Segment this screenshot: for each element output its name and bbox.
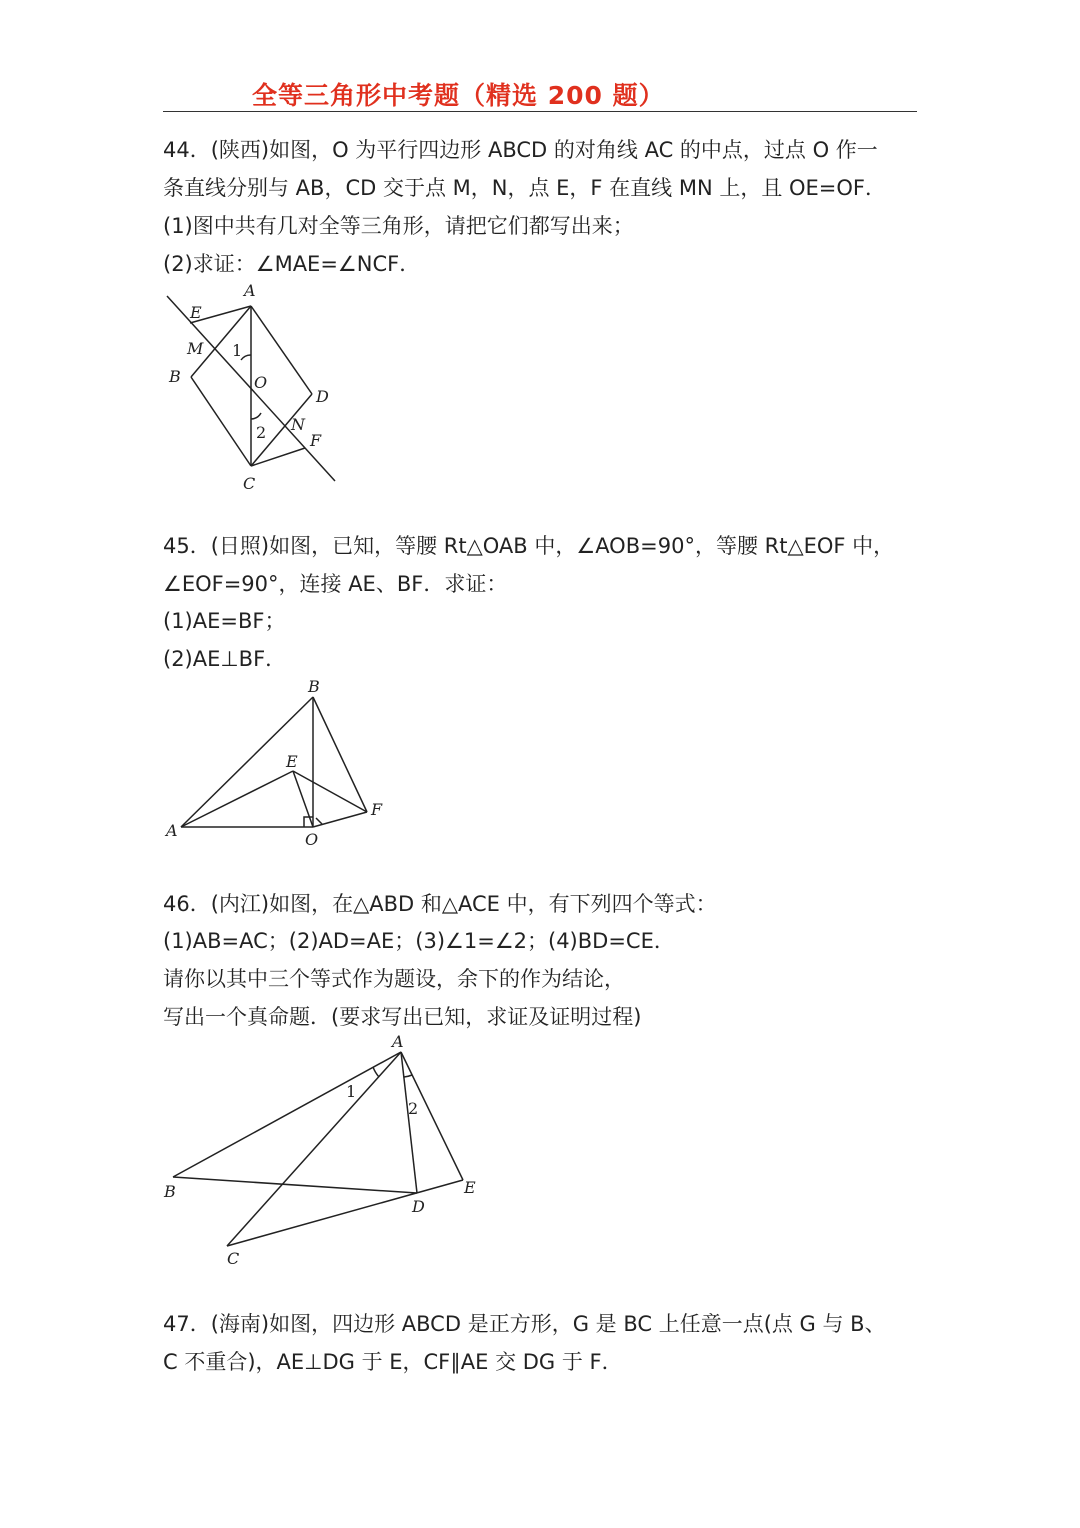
label-m: M [187, 339, 204, 358]
problem-47-line-2: C 不重合)，AE⊥DG 于 E，CF∥AE 交 DG 于 F． [163, 1350, 623, 1374]
problem-46-line-4: 写出一个真命题．(要求写出已知，求证及证明过程) [163, 1005, 642, 1029]
seg-bd [173, 1177, 417, 1193]
label-angle-2: 2 [256, 423, 267, 442]
problem-44-line-4: (2)求证：∠MAE=∠NCF． [163, 252, 421, 276]
problem-46-figure [160, 1030, 490, 1275]
label-c: C [243, 474, 256, 493]
problem-46-line-2: (1)AB=AC；(2)AD=AE；(3)∠1=∠2；(4)BD=CE． [163, 929, 675, 953]
label-angle-2: 2 [408, 1099, 419, 1118]
problem-46-line-3: 请你以其中三个等式作为题设，余下的作为结论， [163, 967, 625, 991]
label-d: D [316, 387, 329, 406]
label-c: C [227, 1249, 240, 1268]
problem-44-line-2: 条直线分别与 AB，CD 交于点 M，N，点 E，F 在直线 MN 上，且 OE=OF． [163, 176, 887, 200]
label-n: N [291, 415, 305, 434]
problem-44-line-3: (1)图中共有几对全等三角形，请把它们都写出来； [163, 214, 634, 238]
label-e: E [464, 1178, 476, 1197]
label-a: A [166, 821, 178, 840]
problem-45-line-1: 45．(日照)如图，已知，等腰 Rt△OAB 中，∠AOB=90°，等腰 Rt△EOF 中， [163, 534, 895, 558]
label-d: D [412, 1197, 425, 1216]
angle-1-arc [241, 355, 251, 360]
problem-45-line-4: (2)AE⊥BF． [163, 647, 287, 671]
label-f: F [371, 800, 383, 819]
label-b: B [164, 1182, 176, 1201]
label-a: A [244, 281, 256, 300]
seg-eo [293, 771, 313, 827]
label-a: A [392, 1032, 404, 1051]
label-e: E [286, 752, 298, 771]
angle-2-arc [251, 413, 261, 419]
problem-45-figure [160, 672, 390, 852]
seg-ae [181, 771, 293, 827]
seg-ef [293, 771, 367, 812]
header-divider [163, 111, 917, 112]
problem-44-line-1: 44．(陕西)如图，O 为平行四边形 ABCD 的对角线 AC 的中点，过点 O 作一 [163, 138, 878, 162]
problem-46-line-1: 46．(内江)如图，在△ABD 和△ACE 中，有下列四个等式： [163, 892, 717, 916]
seg-bc [191, 377, 251, 466]
label-angle-1: 1 [232, 341, 243, 360]
label-angle-1: 1 [346, 1082, 357, 1101]
angle-eof-mark [316, 818, 322, 824]
label-b: B [308, 677, 320, 696]
problem-45-line-2: ∠EOF=90°，连接 AE、BF．求证： [163, 572, 508, 596]
label-e: E [190, 303, 202, 322]
seg-of [313, 812, 367, 827]
problem-45-line-3: (1)AE=BF； [163, 609, 286, 633]
seg-bf [313, 697, 367, 812]
problem-47-line-1: 47．(海南)如图，四边形 ABCD 是正方形，G 是 BC 上任意一点(点 G 与 B、 [163, 1312, 886, 1336]
seg-ad [401, 1052, 417, 1193]
problem-44-figure [160, 280, 360, 495]
label-f: F [310, 431, 322, 450]
seg-ab [173, 1052, 401, 1177]
angle-1-arc [373, 1067, 379, 1077]
label-o: O [305, 830, 319, 849]
seg-ce [227, 1180, 463, 1246]
page-title: 全等三角形中考题（精选 200 题） [252, 81, 665, 110]
label-o: O [254, 373, 268, 392]
label-b: B [169, 367, 181, 386]
seg-ac [227, 1052, 401, 1246]
angle-2-arc [404, 1075, 412, 1077]
